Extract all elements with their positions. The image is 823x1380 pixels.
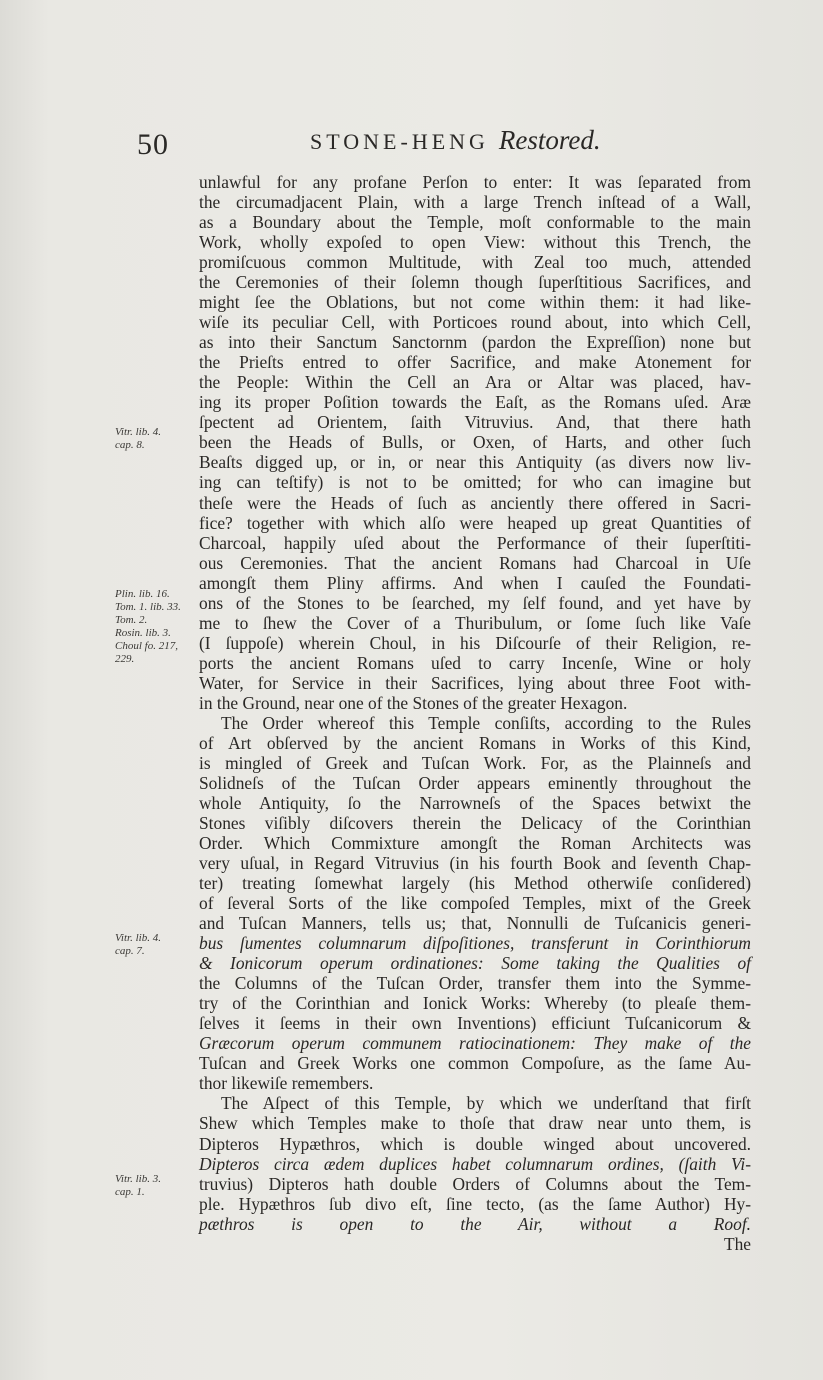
text-line: unlawful for any profane Perſon to enter: It was ſeparated from — [199, 172, 751, 192]
text-line: ple. Hypæthros ſub divo eſt, ſine tecto, (as the ſame Author) Hy- — [199, 1193, 751, 1214]
text-line: The — [723, 1233, 751, 1254]
text-line: ter) treating ſomewhat largely (his Method otherwiſe conſidered) — [199, 873, 751, 894]
text-line: might ſee the Oblations, but not come within them: it had like- — [199, 292, 751, 313]
text-line: (I ſuppoſe) wherein Choul, in his Diſcourſe of their Religion, re- — [199, 632, 751, 653]
marginal-note: Plin. lib. 16. Tom. 1. lib. 33. Tom. 2. Rosin. lib. 3. Choul fo. 217, 229. — [115, 588, 181, 665]
text-line: Solidneſs of the Tuſcan Order appears eminently throughout the — [199, 772, 751, 793]
text-line: ports the ancient Romans uſed to carry Incenſe, Wine or holy — [199, 652, 751, 673]
marginal-note: Vitr. lib. 4. cap. 8. — [115, 426, 161, 451]
page-number: 50 — [137, 128, 169, 161]
text-line: the circumadjacent Plain, with a large Trench inſtead of a Wall, — [199, 192, 751, 213]
text-line: the People: Within the Cell an Ara or Altar was placed, hav- — [199, 372, 751, 393]
text-line: me to ſhew the Cover of a Thuribulum, or ſome ſuch like Vaſe — [199, 612, 751, 633]
text-line: as a Boundary about the Temple, moſt conformable to the main — [199, 212, 751, 233]
text-line: as into their Sanctum Sanctornm (pardon the Expreſſion) none but — [199, 332, 751, 353]
text-line: Stones viſibly diſcovers therein the Delicacy of the Corinthian — [199, 813, 751, 833]
text-line: ing its proper Poſition towards the Eaſt, as the Romans uſed. Aræ — [199, 392, 751, 413]
text-line: The Aſpect of this Temple, by which we underſtand that firſt — [221, 1093, 751, 1114]
text-line: very uſual, in Regard Vitruvius (in his fourth Book and ſeventh Chap- — [199, 853, 751, 874]
text-line: Work, wholly expoſed to open View: without this Trench, the — [199, 232, 751, 253]
text-line: ing can teſtify) is not to be omitted; for who can imagine but — [199, 472, 751, 493]
text-line: the Columns of the Tuſcan Order, transfer them into the Symme- — [199, 973, 751, 994]
text-line: Dipteros Hypæthros, which is double winged about uncovered. — [199, 1133, 751, 1154]
text-line: ſpectent ad Orientem, ſaith Vitruvius. And, that there hath — [199, 412, 751, 433]
text-line: truvius) Dipteros hath double Orders of Columns about the Tem- — [199, 1173, 751, 1194]
text-line: of ſeveral Sorts of the like compoſed Temples, mixt of the Greek — [199, 893, 751, 914]
text-line: Dipteros circa ædem duplices habet columnarum ordines, (ſaith Vi- — [199, 1153, 751, 1174]
text-line: thor likewiſe remembers. — [199, 1073, 374, 1094]
text-line: Græcorum operum communem ratiocinationem: They make of the — [199, 1033, 751, 1054]
text-line: & Ionicorum operum ordinationes: Some taking the Qualities of — [199, 953, 751, 974]
text-line: wiſe its peculiar Cell, with Porticoes round about, into which Cell, — [199, 312, 751, 333]
text-line: promiſcuous common Multitude, with Zeal too much, attended — [199, 252, 751, 273]
text-line: bus ſumentes columnarum diſpoſitiones, transferunt in Corinthiorum — [199, 933, 751, 954]
text-line: ons of the Stones to be ſearched, my ſelf found, and yet have by — [199, 592, 751, 613]
text-line: amongſt them Pliny affirms. And when I cauſed the Foundati- — [199, 572, 751, 593]
text-line: the Ceremonies of their ſolemn though ſuperſtitious Sacrifices, and — [199, 272, 751, 293]
text-line: whole Antiquity, ſo the Narrowneſs of the Spaces betwixt the — [199, 792, 751, 813]
marginal-note: Vitr. lib. 3. cap. 1. — [115, 1173, 161, 1198]
text-line: theſe were the Heads of ſuch as anciently there offered in Sacri- — [199, 492, 751, 513]
text-line: Shew which Temples make to thoſe that draw near unto them, is — [199, 1113, 751, 1134]
text-line: the Prieſts entred to offer Sacrifice, and make Atonement for — [199, 352, 751, 373]
text-line: Tuſcan and Greek Works one common Compoſure, as the ſame Au- — [199, 1053, 751, 1074]
text-line: of Art obſerved by the ancient Romans in Works of this Kind, — [199, 732, 751, 753]
text-line: Order. Which Commixture amongſt the Roman Architects was — [199, 833, 751, 854]
running-head-italic: Restored. — [498, 125, 601, 155]
text-line: ſelves it ſeems in their own Inventions) efficiunt Tuſcanicorum & — [199, 1013, 751, 1034]
running-head-title: STONE-HENG — [310, 129, 489, 154]
running-head — [310, 125, 601, 156]
text-line: been the Heads of Bulls, or Oxen, of Harts, and other ſuch — [199, 432, 751, 453]
marginal-note: Vitr. lib. 4. cap. 7. — [115, 932, 161, 957]
text-line: is mingled of Greek and Tuſcan Work. For, as the Plainneſs and — [199, 752, 751, 773]
text-line: and Tuſcan Manners, tells us; that, Nonnulli de Tuſcanicis generi- — [199, 913, 751, 934]
text-line: Beaſts digged up, or in, or near this Antiquity (as divers now liv- — [199, 452, 751, 473]
text-line: The Order whereof this Temple conſiſts, according to the Rules — [221, 712, 751, 733]
text-line: pæthros is open to the Air, without a Roof. — [199, 1213, 751, 1234]
body-text — [199, 172, 751, 1254]
text-line: Water, for Service in their Sacrifices, lying about three Foot with- — [199, 672, 751, 693]
text-line: in the Ground, near one of the Stones of the greater Hexagon. — [199, 692, 628, 713]
text-line: Charcoal, happily uſed about the Performance of their ſuperſtiti- — [199, 532, 751, 553]
text-line: try of the Corinthian and Ionick Works: Whereby (to pleaſe them- — [199, 993, 751, 1014]
text-line: fice? together with which alſo were heaped up great Quantities of — [199, 512, 751, 533]
text-line: ous Ceremonies. That the ancient Romans had Charcoal in Uſe — [199, 552, 751, 573]
